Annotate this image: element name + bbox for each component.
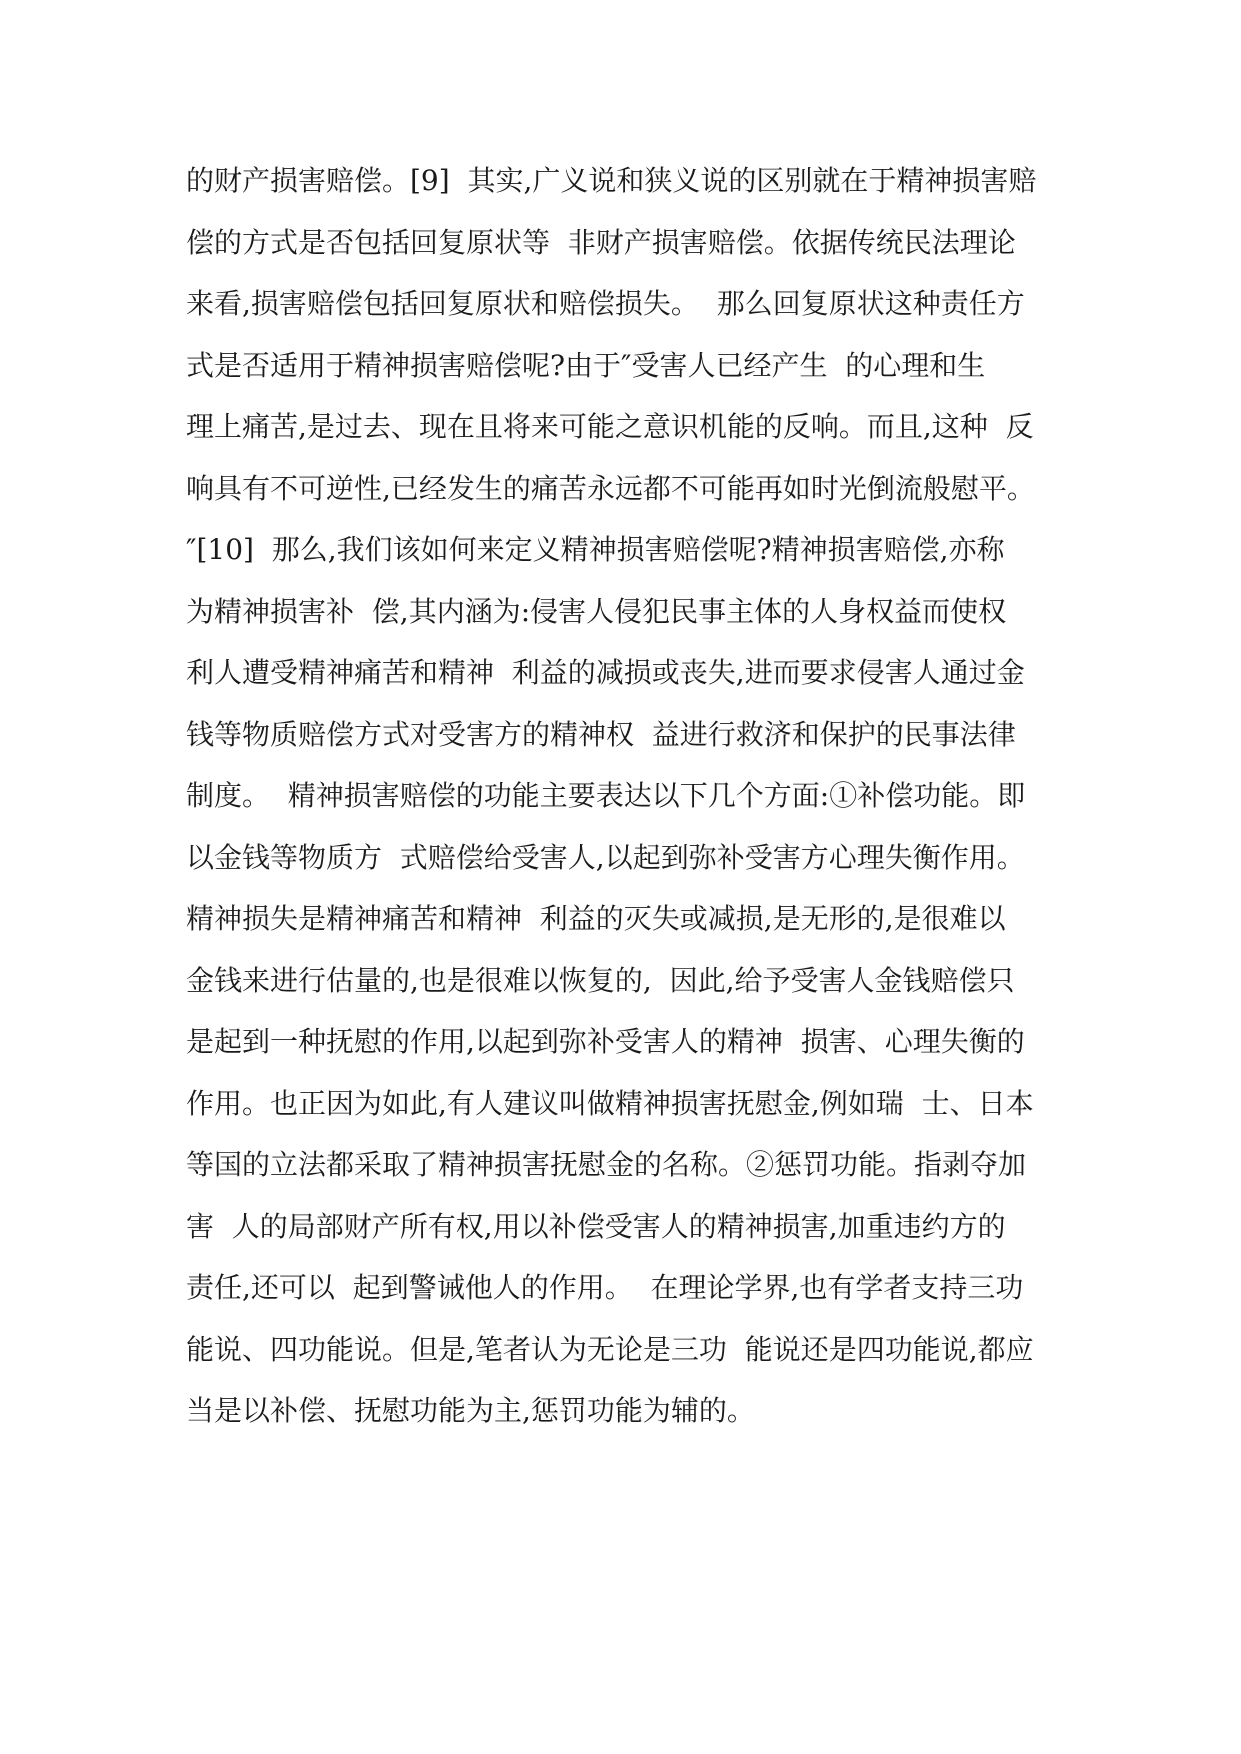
text-line: 当是以补偿、抚慰功能为主,惩罚功能为辅的。	[186, 1394, 755, 1427]
text-line: 以金钱等物质方 式赔偿给受害人,以起到弥补受害方心理失衡作用。	[186, 840, 1025, 874]
text-line: 等国的立法都采取了精神损害抚慰金的名称。②惩罚功能。指剥夺加	[186, 1148, 1027, 1181]
text-line: 金钱来进行估量的,也是很难以恢复的, 因此,给予受害人金钱赔偿只	[186, 963, 1015, 997]
text-line: 为精神损害补 偿,其内涵为:侵害人侵犯民事主体的人身权益而使权	[186, 594, 1007, 628]
body-paragraph	[186, 150, 1066, 1442]
text-line: 能说、四功能说。但是,笔者认为无论是三功 能说还是四功能说,都应	[186, 1332, 1034, 1366]
text-line: ″[10] 那么,我们该如何来定义精神损害赔偿呢?精神损害赔偿,亦称	[186, 533, 1005, 566]
text-line: 响具有不可逆性,已经发生的痛苦永远都不可能再如时光倒流般慰平。	[186, 471, 1035, 505]
text-line: 理上痛苦,是过去、现在且将来可能之意识机能的反响。而且,这种 反	[186, 410, 1034, 443]
text-line: 害 人的局部财产所有权,用以补偿受害人的精神损害,加重违约方的	[186, 1209, 1006, 1243]
text-line: 钱等物质赔偿方式对受害方的精神权 益进行救济和保护的民事法律	[186, 717, 1016, 751]
text-line: 精神损失是精神痛苦和精神 利益的灭失或减损,是无形的,是很难以	[186, 902, 1006, 935]
text-line: 责任,还可以 起到警诫他人的作用。 在理论学界,也有学者支持三功	[186, 1271, 1024, 1304]
text-line: 制度。 精神损害赔偿的功能主要表达以下几个方面:①补偿功能。即	[186, 779, 1026, 812]
text-line: 式是否适用于精神损害赔偿呢?由于″受害人已经产生 的心理和生	[186, 348, 986, 382]
text-line: 利人遭受精神痛苦和精神 利益的减损或丧失,进而要求侵害人通过金	[186, 656, 1025, 689]
text-line: 偿的方式是否包括回复原状等 非财产损害赔偿。依据传统民法理论	[186, 225, 1016, 259]
text-line: 作用。也正因为如此,有人建议叫做精神损害抚慰金,例如瑞 士、日本	[186, 1086, 1034, 1120]
text-line: 是起到一种抚慰的作用,以起到弥补受害人的精神 损害、心理失衡的	[186, 1025, 1025, 1058]
text-line: 来看,损害赔偿包括回复原状和赔偿损失。 那么回复原状这种责任方	[186, 287, 1025, 320]
text-line: 的财产损害赔偿。[9] 其实,广义说和狭义说的区别就在于精神损害赔	[186, 164, 1037, 197]
